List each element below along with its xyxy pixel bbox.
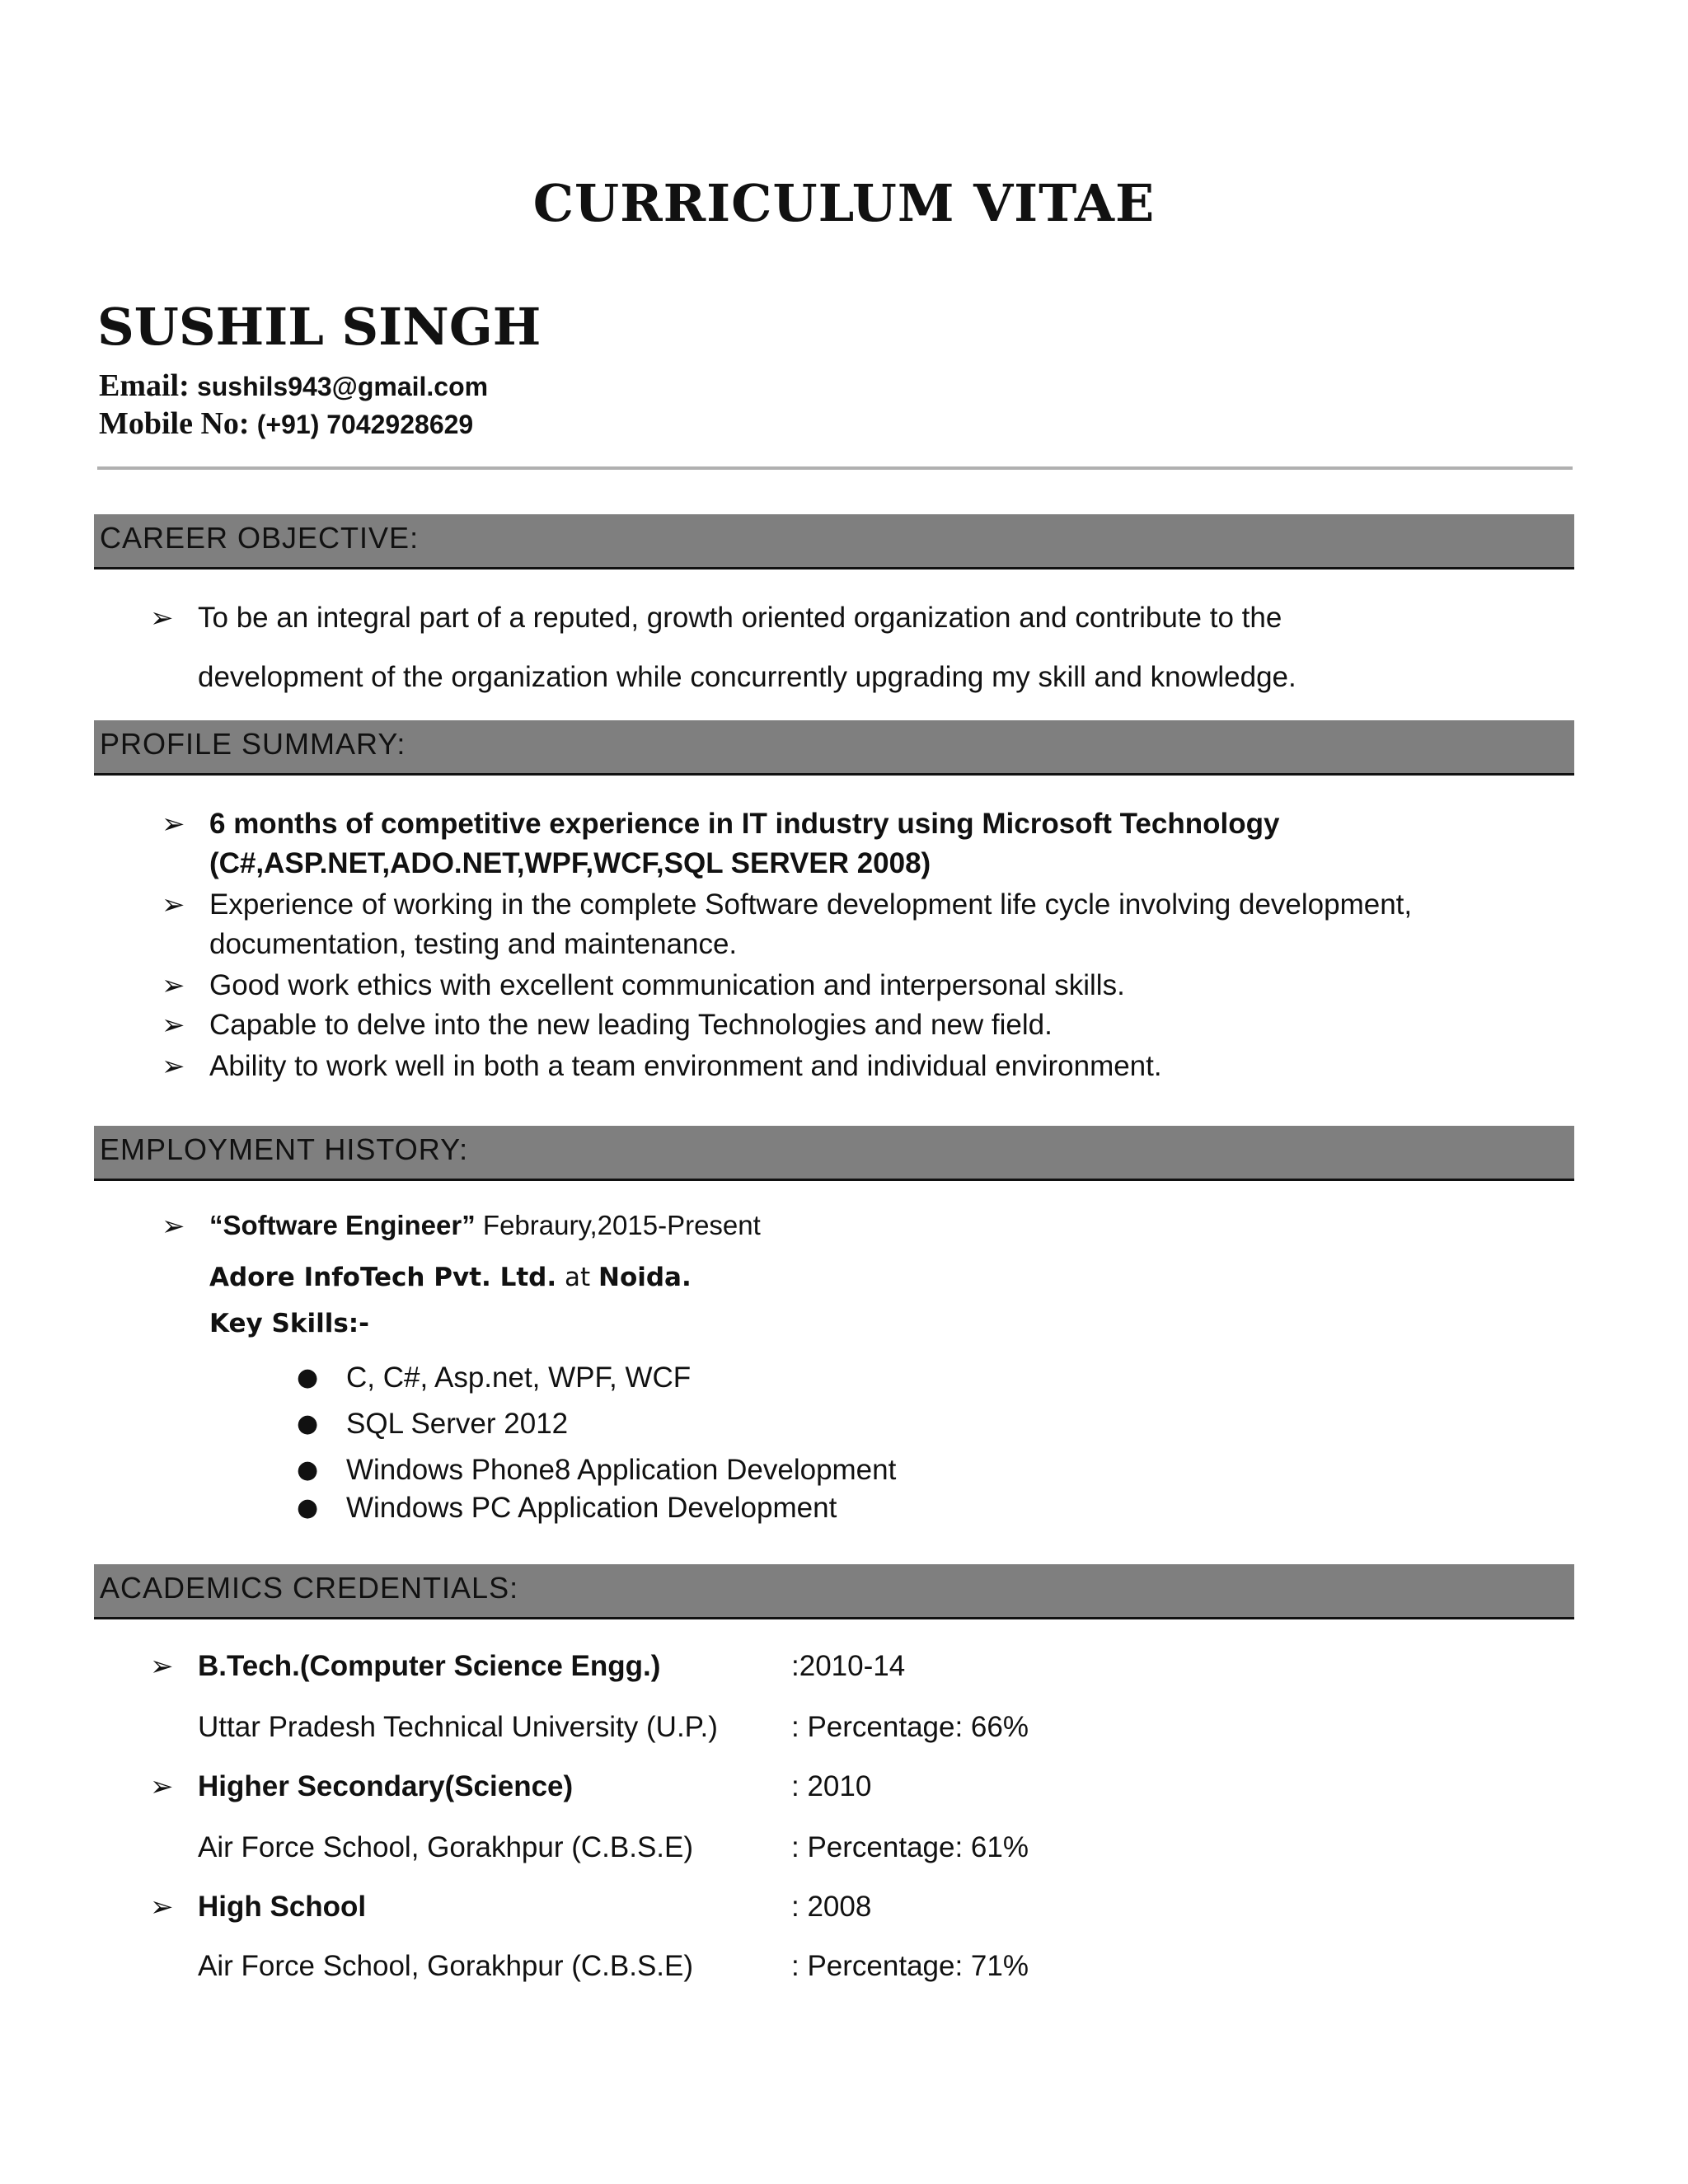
degree-year: : 2010	[791, 1770, 872, 1802]
email-label: Email:	[99, 368, 190, 403]
summary-item-2-cont: documentation, testing and maintenance.	[209, 928, 738, 960]
arrow-bullet-icon: ➢	[150, 1891, 174, 1924]
degree-name: High School	[198, 1891, 367, 1923]
section-heading: PROFILE SUMMARY:	[100, 727, 406, 761]
summary-item-4: Capable to delve into the new leading Technologies and new field.	[209, 1009, 1053, 1041]
mobile-label: Mobile No:	[99, 406, 250, 441]
section-heading: ACADEMICS CREDENTIALS:	[100, 1571, 519, 1605]
arrow-bullet-icon: ➢	[150, 1770, 174, 1803]
skill-item: SQL Server 2012	[346, 1408, 569, 1440]
skill-item: Windows PC Application Development	[346, 1492, 837, 1524]
company-name: Adore InfoTech Pvt. Ltd.	[209, 1263, 557, 1292]
job-period: Febraury,2015-Present	[482, 1210, 761, 1240]
objective-line-2: development of the organization while concurrently upgrading my skill and knowledge.	[198, 661, 1296, 693]
summary-item-2: Experience of working in the complete Software development life cycle involving development,	[209, 888, 1413, 921]
degree-name: B.Tech.(Computer Science Engg.)	[198, 1650, 661, 1682]
candidate-name: SUSHIL SINGH	[97, 297, 542, 357]
skill-item: Windows Phone8 Application Development	[346, 1454, 897, 1486]
arrow-bullet-icon: ➢	[150, 1650, 174, 1683]
summary-item-5: Ability to work well in both a team environment and individual environment.	[209, 1050, 1162, 1082]
bullet-dot-icon: ●	[297, 1409, 319, 1438]
summary-item-3: Good work ethics with excellent communication and interpersonal skills.	[209, 969, 1125, 1001]
section-heading: EMPLOYMENT HISTORY:	[100, 1132, 469, 1166]
section-employment-history	[94, 1126, 1574, 1181]
arrow-bullet-icon: ➢	[150, 602, 174, 635]
arrow-bullet-icon: ➢	[162, 888, 185, 921]
objective-line-1: To be an integral part of a reputed, growth oriented organization and contribute to the	[198, 602, 1282, 634]
company-at: at	[564, 1263, 591, 1292]
degree-institute: Uttar Pradesh Technical University (U.P.)	[198, 1711, 718, 1743]
degree-percentage: : Percentage: 66%	[791, 1711, 1029, 1743]
summary-item-1: 6 months of competitive experience in IT industry using Microsoft Technology	[209, 808, 1280, 840]
employer-line	[209, 1263, 692, 1292]
mobile-value: (+91) 7042928629	[256, 410, 474, 439]
degree-year: : 2008	[791, 1891, 872, 1923]
section-academics	[94, 1564, 1574, 1619]
email-line	[99, 368, 488, 404]
document-title: CURRICULUM VITAE	[532, 173, 1156, 233]
degree-institute: Air Force School, Gorakhpur (C.B.S.E)	[198, 1950, 694, 1982]
mobile-line	[99, 405, 473, 442]
header-divider	[97, 466, 1573, 470]
company-city: Noida.	[598, 1263, 692, 1292]
arrow-bullet-icon: ➢	[162, 1050, 185, 1083]
arrow-bullet-icon: ➢	[162, 1009, 185, 1042]
section-profile-summary	[94, 720, 1574, 776]
key-skills-label: Key Skills:-	[209, 1309, 370, 1338]
job-title: “Software Engineer”	[209, 1210, 476, 1240]
summary-item-1-cont: (C#,ASP.NET,ADO.NET,WPF,WCF,SQL SERVER 2008)	[209, 847, 931, 879]
degree-percentage: : Percentage: 71%	[791, 1950, 1029, 1982]
degree-name: Higher Secondary(Science)	[198, 1770, 574, 1802]
arrow-bullet-icon: ➢	[162, 808, 185, 841]
section-career-objective	[94, 514, 1574, 569]
degree-percentage: : Percentage: 61%	[791, 1831, 1029, 1863]
arrow-bullet-icon: ➢	[162, 969, 185, 1002]
degree-year: :2010-14	[791, 1650, 906, 1682]
employment-role-line	[209, 1210, 761, 1241]
section-heading: CAREER OBJECTIVE:	[100, 521, 420, 555]
bullet-dot-icon: ●	[297, 1455, 319, 1484]
email-value: sushils943@gmail.com	[196, 372, 489, 401]
skill-item: C, C#, Asp.net, WPF, WCF	[346, 1361, 692, 1394]
arrow-bullet-icon: ➢	[162, 1210, 185, 1243]
bullet-dot-icon: ●	[297, 1493, 319, 1522]
bullet-dot-icon: ●	[297, 1363, 319, 1392]
degree-institute: Air Force School, Gorakhpur (C.B.S.E)	[198, 1831, 694, 1863]
